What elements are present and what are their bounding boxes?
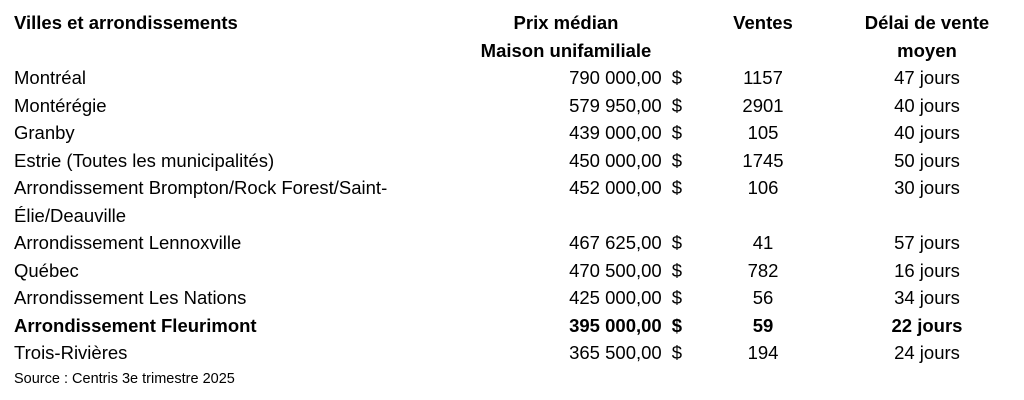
median-price-value: 395 000,00 bbox=[569, 314, 662, 336]
table-row bbox=[0, 147, 1010, 175]
currency-symbol: $ bbox=[671, 232, 682, 253]
currency-symbol: $ bbox=[671, 149, 682, 171]
median-price-value: 425 000,00 bbox=[569, 287, 662, 308]
average-delay: 47 jours bbox=[894, 67, 960, 88]
city-name: Montréal bbox=[14, 67, 86, 88]
average-delay: 50 jours bbox=[894, 149, 960, 171]
median-price-value: 450 000,00 bbox=[569, 149, 662, 171]
table-row bbox=[0, 174, 1010, 229]
median-price-value: 365 500,00 bbox=[569, 342, 662, 363]
column-header-median-price-line2: Maison unifamiliale bbox=[480, 39, 652, 61]
sales-count: 105 bbox=[747, 122, 779, 143]
city-name: Montérégie bbox=[14, 94, 107, 116]
sales-count: 106 bbox=[747, 177, 779, 198]
average-delay: 16 jours bbox=[894, 259, 960, 281]
column-header-delay bbox=[844, 9, 1010, 64]
city-name: Québec bbox=[14, 259, 79, 281]
city-name: Arrondissement Brompton/Rock Forest/Saint-Élie/Deauville bbox=[14, 177, 388, 226]
city-name: Arrondissement Les Nations bbox=[14, 287, 247, 308]
sales-count: 41 bbox=[752, 232, 774, 253]
median-price-cell bbox=[450, 257, 682, 285]
median-price-value: 790 000,00 bbox=[569, 67, 662, 88]
sales-count: 2901 bbox=[742, 94, 784, 116]
city-name: Trois-Rivières bbox=[14, 342, 128, 363]
real-estate-stats-table bbox=[0, 9, 1010, 367]
median-price-value: 452 000,00 bbox=[569, 177, 662, 198]
table-row bbox=[0, 339, 1010, 367]
sales-count: 56 bbox=[752, 287, 774, 308]
source-note: Source : Centris 3e trimestre 2025 bbox=[14, 370, 235, 387]
average-delay: 40 jours bbox=[894, 122, 960, 143]
table-row bbox=[0, 284, 1010, 312]
median-price-cell bbox=[450, 284, 682, 312]
median-price-value: 467 625,00 bbox=[569, 232, 662, 253]
currency-symbol: $ bbox=[671, 342, 682, 363]
average-delay: 34 jours bbox=[894, 287, 960, 308]
median-price-value: 439 000,00 bbox=[569, 122, 662, 143]
table-row bbox=[0, 312, 1010, 340]
currency-symbol: $ bbox=[671, 259, 682, 281]
sales-count: 782 bbox=[747, 259, 779, 281]
median-price-cell bbox=[450, 64, 682, 92]
column-header-sales: Ventes bbox=[733, 12, 793, 33]
sales-count: 194 bbox=[747, 342, 779, 363]
median-price-cell bbox=[450, 312, 682, 340]
column-header-delay-line1: Délai de vente bbox=[864, 12, 990, 33]
average-delay: 57 jours bbox=[894, 232, 960, 253]
table-row bbox=[0, 229, 1010, 257]
table-row bbox=[0, 92, 1010, 120]
average-delay: 30 jours bbox=[894, 177, 960, 198]
sales-count: 59 bbox=[752, 314, 774, 336]
sales-count: 1157 bbox=[743, 67, 783, 88]
column-header-delay-line2: moyen bbox=[897, 39, 957, 61]
average-delay: 40 jours bbox=[894, 94, 960, 116]
median-price-cell bbox=[450, 119, 682, 147]
median-price-cell bbox=[450, 147, 682, 175]
median-price-cell bbox=[450, 339, 682, 367]
column-header-cities: Villes et arrondissements bbox=[14, 12, 238, 33]
currency-symbol: $ bbox=[671, 177, 682, 198]
median-price-value: 579 950,00 bbox=[569, 94, 662, 116]
average-delay: 24 jours bbox=[894, 342, 960, 363]
currency-symbol: $ bbox=[671, 287, 682, 308]
currency-symbol: $ bbox=[671, 122, 682, 143]
city-name: Arrondissement Lennoxville bbox=[14, 232, 242, 253]
column-header-median-price-line1: Prix médian bbox=[513, 12, 619, 33]
sales-count: 1745 bbox=[742, 149, 784, 171]
median-price-cell bbox=[450, 229, 682, 257]
currency-symbol: $ bbox=[671, 314, 682, 336]
city-name: Granby bbox=[14, 122, 75, 143]
median-price-cell bbox=[450, 174, 682, 229]
city-name: Estrie (Toutes les municipalités) bbox=[14, 149, 275, 171]
table-row bbox=[0, 119, 1010, 147]
average-delay: 22 jours bbox=[891, 314, 963, 336]
currency-symbol: $ bbox=[671, 94, 682, 116]
city-name: Arrondissement Fleurimont bbox=[14, 314, 257, 336]
table-header-row bbox=[0, 9, 1010, 64]
median-price-cell bbox=[450, 92, 682, 120]
table-row bbox=[0, 257, 1010, 285]
median-price-value: 470 500,00 bbox=[569, 259, 662, 281]
currency-symbol: $ bbox=[671, 67, 682, 88]
column-header-median-price bbox=[450, 9, 682, 64]
table-body bbox=[0, 64, 1010, 367]
table-row bbox=[0, 64, 1010, 92]
